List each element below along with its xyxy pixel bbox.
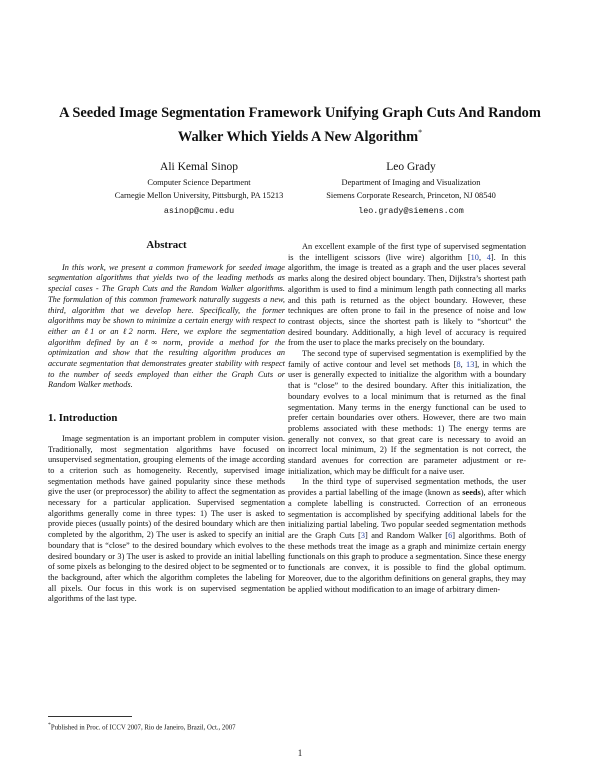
author-name: Leo Grady [386, 161, 436, 173]
intro-paragraph: Image segmentation is an important problem in computer vision. Traditionally, most segmentation algorithms have focused on unsupervised segmentation, grouping elements of the image according to a criterion such as homogeneity. Recently, supervised image segmentation methods have gained popularity since these methods give the user (or preprocessor) the ability to affect the segmentation as necessary for a particular application. Supervised segmentation algorithms generally come in three types: 1) The user is asked to provide pieces (usually points) of the desired boundary which are then completed by the algorithm, 2) The user is asked to specify an initial boundary that is “close” to the desired boundary which evolves to the desired boundary or 3) The user is asked to provide an initial labelling of some pixels as belonging to the desired object to be segmented or to the background, after which the algorithm completes the labeling for all pixels. Our focus in this work is on supervised segmentation algorithms of the last type. [48, 433, 285, 604]
section-heading-introduction: 1. Introduction [48, 412, 118, 425]
author-department: Department of Imaging and Visualization [341, 178, 481, 187]
seeds-term: seeds [462, 488, 481, 498]
left-column [48, 240, 285, 605]
citation-link[interactable]: 8 [456, 359, 461, 369]
paragraph-active-contours: The second type of supervised segmentation is exemplified by the family of active contour and level set methods [8, 13], in which the user is generally expected to initialize the algorithm with a boundary that is “close” to the desired boundary. After this initialization, the boundary evolves to a local minimum that is returned as the final segmentation. Many terms in the energy functional can be used to prefer certain boundaries over others. However, there are two main problems associated with these methods: 1) The energy terms are generally not convex, so that great care is necessary to avoid an incorrect local minimum, 2) If the segmentation is not correct, the standard avenues for correction are parameter adjustment or re-initialization, which may be difficult for a naive user. [288, 349, 527, 476]
footnote-mark: * [48, 722, 51, 728]
author-email: leo.grady@siemens.com [358, 206, 464, 216]
page-number: 1 [297, 748, 303, 758]
citation-link[interactable]: 6 [448, 530, 453, 540]
footnote-text: Published in Proc. of ICCV 2007, Rio de Janeiro, Brazil, Oct., 2007 [50, 724, 236, 732]
author-institution: Carnegie Mellon University, Pittsburgh, PA 15213 [114, 191, 284, 200]
paragraph-intelligent-scissors: An excellent example of the first type of supervised segmentation is the intelligent scissors (live wire) algorithm [10, 4]. In this algorithm, the image is treated as a graph and the user places several marks along the desired object boundary. Then, Dijkstra’s shortest path algorithm is used to find a minimum length path connecting all marks and this path is returned as the object boundary. However, these techniques are often prone to fail in the presence of noise and low contrast objects, since the shortest path is likely to “shortcut” the desired boundary. Additionally, a high level of accuracy is required from the user to place the marks precisely on the boundary. [288, 242, 526, 348]
citation-link[interactable]: 4 [486, 252, 491, 262]
paper-title: A Seeded Image Segmentation Framework Unifying Graph Cuts And Random Walker Which Yields A New Algorithm* [59, 105, 541, 145]
footnote-rule [48, 716, 132, 717]
right-column [288, 242, 526, 595]
author-name: Ali Kemal Sinop [160, 161, 238, 173]
abstract-text: In this work, we present a common framework for seeded image segmentation algorithms that yields two of the leading methods as special cases - The Graph Cuts and the Random Walker algorithms. The formulation of this common framework naturally suggests a new, third, algorithm that we develop here. Specifically, the former algorithms may be shown to minimize a certain energy with respect to either an ℓ1 or an ℓ2 norm. Here, we explore the segmentation algorithm defined by an ℓ∞ norm, provide a method for the optimization and show that the resulting algorithm produces an accurate segmentation that demonstrates greater stability with respect to the number of seeds employed than either the Graph Cuts or Random Walker methods. [48, 262, 285, 390]
abstract-heading: Abstract [146, 239, 187, 251]
citation-link[interactable]: 13 [466, 359, 475, 369]
citation-link[interactable]: 10 [470, 252, 479, 262]
author-department: Computer Science Department [147, 178, 251, 187]
paragraph-seeded-methods: In the third type of supervised segmentation methods, the user provides a partial labelling of the image (known as seeds), after which a complete labelling is constructed. Correction of an erroneous segmentation is accomplished by specifying additional labels for the initializing partial labeling. Two popular seeded segmentation methods are the Graph Cuts [3] and Random Walker [6] algorithms. Both of these methods treat the image as a graph and minimize certain energy functionals on this graph to produce a segmentation. Since these energy functionals are convex, it is possible to find the global optimum. Moreover, due to the algorithm definitions on general graphs, they may be applied without modification to an image of arbitrary dimen- [288, 477, 526, 594]
author-email: asinop@cmu.edu [163, 206, 235, 216]
author-institution: Siemens Corporate Research, Princeton, NJ 08540 [326, 191, 496, 200]
footnote [48, 716, 285, 732]
citation-link[interactable]: 3 [360, 530, 365, 540]
author-block-2 [286, 158, 536, 220]
title-footnote-mark: * [418, 128, 423, 137]
